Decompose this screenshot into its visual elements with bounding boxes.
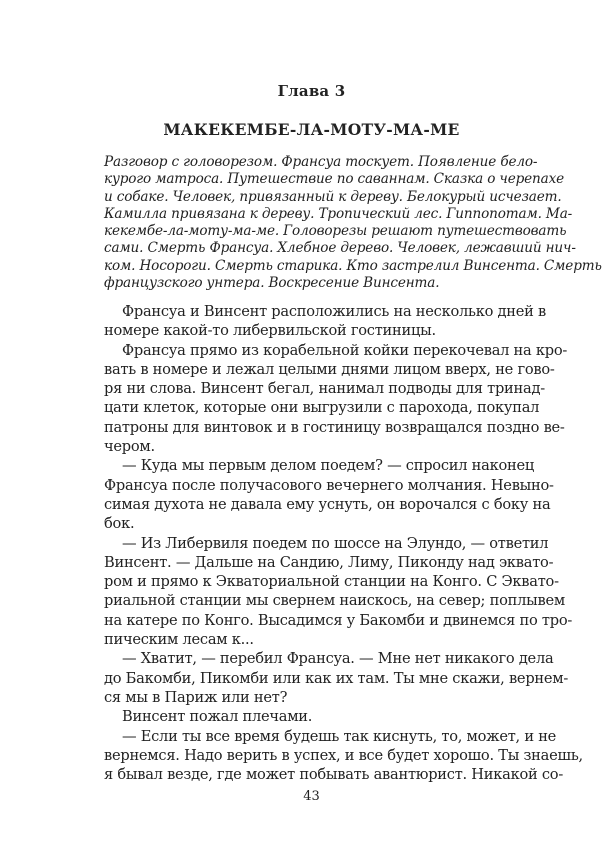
body-line: Винсент. — Дальше на Сандию, Лиму, Пиконду над эквато- — [104, 553, 554, 571]
synopsis-line: кекембе-ла-моту-ма-ме. Головорезы решают путешествовать — [104, 223, 567, 240]
body-line: чером. — [104, 438, 155, 456]
body-line: вать в номере и лежал целыми днями лицом вверх, не гово- — [104, 360, 555, 378]
body-line: — Если ты все время будешь так киснуть, то, может, и не — [122, 727, 557, 745]
body-line: ся мы в Париж или нет? — [104, 688, 288, 706]
body-line: ром и прямо к Экваториальной станции на Конго. С Эквато- — [104, 573, 559, 591]
body-line: вернемся. Надо верить в успех, и все будет хорошо. Ты знаешь, — [104, 746, 583, 764]
book-page — [104, 0, 602, 852]
body-line: пическим лесам к... — [104, 631, 254, 649]
body-line: симая духота не давала ему уснуть, он ворочался с боку на — [104, 495, 551, 513]
synopsis-line: и собаке. Человек, привязанный к дереву. Белокурый исчезает. — [104, 188, 562, 205]
chapter-body-text — [104, 302, 583, 784]
body-line: Франсуа прямо из корабельной койки перекочевал на кро- — [122, 341, 568, 359]
body-line: патроны для винтовок и в гостиницу возвращался поздно ве- — [104, 418, 565, 436]
synopsis-line: Камилла привязана к дереву. Тропический лес. Гиппопотам. Ма- — [104, 205, 573, 222]
body-line: — Хватит, — перебил Франсуа. — Мне нет никакого дела — [122, 650, 554, 668]
synopsis-line: французского унтера. Воскресение Винсента. — [104, 275, 440, 292]
body-line: ря ни слова. Винсент бегал, нанимал подводы для тринад- — [104, 380, 545, 398]
synopsis-line: ком. Носороги. Смерть старика. Кто застрелил Винсента. Смерть — [104, 257, 602, 274]
chapter-synopsis — [104, 154, 602, 292]
body-line: до Бакомби, Пикомби или как их там. Ты мне скажи, вернем- — [104, 669, 569, 687]
body-line: на катере по Конго. Высадимся у Бакомби и двинемся по тро- — [104, 611, 573, 629]
chapter-title: МАКЕКЕМБЕ-ЛА-МОТУ-МА-МЕ — [163, 120, 460, 139]
body-line: — Из Либервиля поедем по шоссе на Элундо, — ответил — [122, 534, 549, 552]
synopsis-line: Разговор с головорезом. Франсуа тоскует. Появление бело- — [104, 154, 538, 170]
body-line: Винсент пожал плечами. — [122, 708, 313, 726]
body-line: цати клеток, которые они выгрузили с парохода, покупал — [104, 399, 540, 417]
body-line: Франсуа и Винсент расположились на несколько дней в — [122, 303, 546, 320]
synopsis-line: курого матроса. Путешествие по саваннам. Сказка о черепахе — [104, 171, 565, 188]
chapter-number: Глава 3 — [277, 82, 346, 100]
body-line: бок. — [104, 515, 135, 533]
body-line: — Куда мы первым делом поедем? — спросил наконец — [122, 457, 534, 475]
body-line: риальной станции мы свернем наискось, на север; поплывем — [104, 592, 565, 610]
body-line: я бывал везде, где может побывать авантюрист. Никакой со- — [104, 766, 563, 784]
body-line: Франсуа после получасового вечернего молчания. Невыно- — [104, 476, 554, 494]
body-line: номере какой-то либервильской гостиницы. — [104, 322, 436, 340]
page-number: 43 — [303, 789, 320, 804]
synopsis-line: сами. Смерть Франсуа. Хлебное дерево. Человек, лежавший нич- — [104, 240, 576, 257]
